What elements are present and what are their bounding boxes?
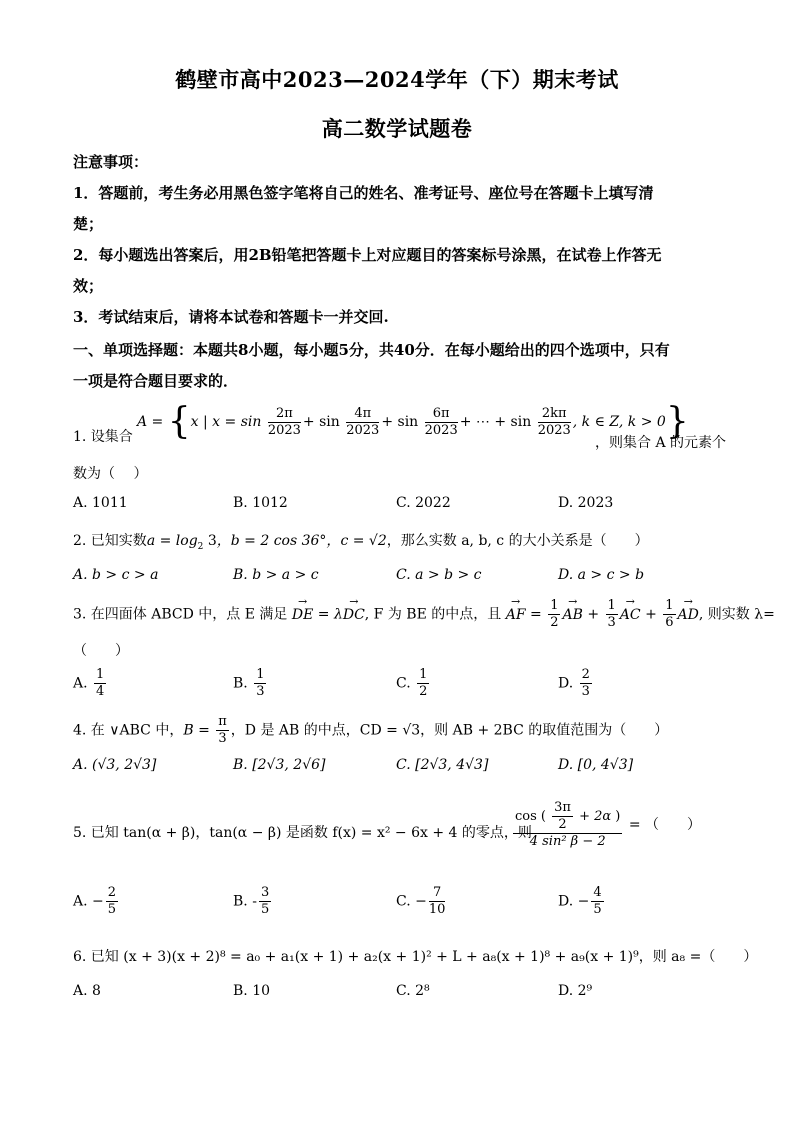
q3-option-b: B. $\frac{1}{3}$ <box>233 667 265 699</box>
q5-option-a: A. − $\frac{2}{5}$ <box>73 885 117 917</box>
q6-option-c: C. 2⁸ <box>396 983 430 999</box>
q3-option-c: C. $\frac{1}{2}$ <box>396 667 428 699</box>
fraction-term-1: $\frac{2\pi}{2023}$ <box>267 405 301 438</box>
q2-b-def: ，b = 2 cos 36°， <box>216 533 341 549</box>
q1-option-a: A. 1011 <box>73 495 128 511</box>
question-3-line2: （ ） <box>73 643 129 659</box>
notice-item-1-cont: 楚； <box>73 215 104 233</box>
q2-a-sub: 2 <box>197 541 204 552</box>
question-3 <box>73 598 775 631</box>
question-1-suffix: ，则集合 A 的元素个 <box>595 435 727 451</box>
vector-dc: → DC <box>343 607 365 623</box>
q5-eq: = （ ） <box>624 817 702 833</box>
q4-b-eq: B = <box>183 722 215 739</box>
vector-af: → AF <box>506 607 526 623</box>
q2-text-a: 2. 已知实数 <box>73 533 147 549</box>
q3-eq2: = <box>525 606 547 623</box>
q3-plus-2: + <box>640 606 662 623</box>
q3-frac-1: $\frac{1}{2}$ <box>550 598 559 630</box>
notice-item-2: 2．每小题选出答案后，用2B铅笔把答题卡上对应题目的答案标号涂黑，在试卷上作答无 <box>73 246 662 264</box>
notice-item-2-cont: 效； <box>73 277 104 295</box>
section-heading: 一、单项选择题：本题共8小题，每小题5分，共40分．在每小题给出的四个选项中，只有 <box>73 341 670 359</box>
q2-option-d: D. a > c > b <box>558 567 645 583</box>
question-5-fraction: cos ( $\frac{3\pi}{2}$ + 2α ) 4 sin² β − 2 = （ ） <box>515 800 702 849</box>
notice-heading: 注意事项： <box>73 153 149 171</box>
question-4 <box>73 714 668 747</box>
q5-option-d: D. − $\frac{4}{5}$ <box>558 885 602 917</box>
q3-option-a: A. $\frac{1}{4}$ <box>73 667 105 699</box>
section-heading-cont: 一项是符合题目要求的． <box>73 372 239 390</box>
set-body: x | x = sin <box>190 414 262 430</box>
q3-frac-3: $\frac{1}{6}$ <box>665 598 674 630</box>
q6-option-d: D. 2⁹ <box>558 983 593 999</box>
q3-plus-1: + <box>582 606 604 623</box>
q3-text-c: , 则实数 λ= <box>698 606 775 623</box>
q1-option-c: C. 2022 <box>396 495 451 511</box>
q2-option-c: C. a > b > c <box>396 567 482 583</box>
question-1-set: A = {x | x = sin $\frac{2\pi}{2023}$ + sin $\frac{4\pi}{2023}$ + sin $\frac{6\pi}{2023}$ + ⋯ + sin $\frac{2k\pi}{2023}$ , k ∈ Z, k > 0} <box>137 401 689 442</box>
q1-option-b: B. 1012 <box>233 495 288 511</box>
vector-ad: → AD <box>678 607 699 623</box>
exam-title: 鹤壁市高中2023—2024学年（下）期末考试 <box>175 67 619 92</box>
q1-option-d: D. 2023 <box>558 495 614 511</box>
fraction-term-k: $\frac{2k\pi}{2023}$ <box>537 405 571 438</box>
q3-frac-2: $\frac{1}{3}$ <box>607 598 616 630</box>
notice-item-3: 3．考试结束后，请将本试卷和答题卡一并交回. <box>73 308 389 326</box>
vector-ab: → AB <box>562 607 582 623</box>
q2-a-def: a = log <box>146 533 198 549</box>
q6-option-b: B. 10 <box>233 983 271 999</box>
set-lhs: A = <box>137 414 168 430</box>
question-1-prefix: 1. 设集合 <box>73 429 133 445</box>
left-brace-icon: { <box>167 401 191 442</box>
q2-a-arg: 3 <box>203 533 217 549</box>
question-2 <box>73 530 649 552</box>
q5-option-c: C. − $\frac{7}{10}$ <box>396 885 446 917</box>
question-5-text: 5. 已知 tan(α + β)，tan(α − β) 是函数 f(x) = x² − 6x + 4 的零点，则 <box>73 825 532 841</box>
q3-option-d: D. $\frac{2}{3}$ <box>558 667 590 699</box>
question-1-line2: 数为（ ） <box>73 466 148 482</box>
q4-option-a: A. (√3, 2√3] <box>73 757 157 773</box>
exam-subtitle: 高二数学试题卷 <box>321 116 473 141</box>
q4-text-a: 4. 在 ∨ABC 中， <box>73 722 184 739</box>
question-6: 6. 已知 (x + 3)(x + 2)⁸ = a₀ + a₁(x + 1) + a₂(x + 1)² + L + a₈(x + 1)⁸ + a₉(x + 1)⁹，则 a₈ =（ ） <box>73 949 758 965</box>
right-brace-icon: } <box>665 401 689 442</box>
q2-c-def: c = √2 <box>340 533 387 549</box>
q4-option-c: C. [2√3, 4√3] <box>396 757 489 773</box>
q3-eq: = λ <box>313 606 343 623</box>
q4-option-d: D. [0, 4√3] <box>558 757 634 773</box>
vector-ac: → AC <box>620 607 641 623</box>
q3-text-a: 3. 在四面体 ABCD 中，点 E 满足 <box>73 606 292 623</box>
q6-option-a: A. 8 <box>73 983 101 999</box>
q4-text-b: ，D 是 AB 的中点，CD = √3，则 AB + 2BC 的取值范围为（ ） <box>230 722 669 739</box>
vector-de: → DE <box>292 607 313 623</box>
q4-option-b: B. [2√3, 2√6] <box>233 757 326 773</box>
fraction-term-3: $\frac{6\pi}{2023}$ <box>424 405 458 438</box>
q2-option-b: B. b > a > c <box>233 567 319 583</box>
set-tail: , k ∈ Z, k > 0 <box>572 414 666 430</box>
q2-option-a: A. b > c > a <box>73 567 159 583</box>
fraction-term-2: $\frac{4\pi}{2023}$ <box>346 405 380 438</box>
q4-pi-frac: $\frac{\pi}{3}$ <box>218 714 227 746</box>
q2-text-b: ，那么实数 a, b, c 的大小关系是（ ） <box>386 533 649 549</box>
notice-item-1: 1．答题前，考生务必用黑色签字笔将自己的姓名、准考证号、座位号在答题卡上填写清 <box>73 184 654 202</box>
q3-text-b: , F 为 BE 的中点，且 <box>364 606 506 623</box>
q5-option-b: B. - $\frac{3}{5}$ <box>233 885 270 917</box>
